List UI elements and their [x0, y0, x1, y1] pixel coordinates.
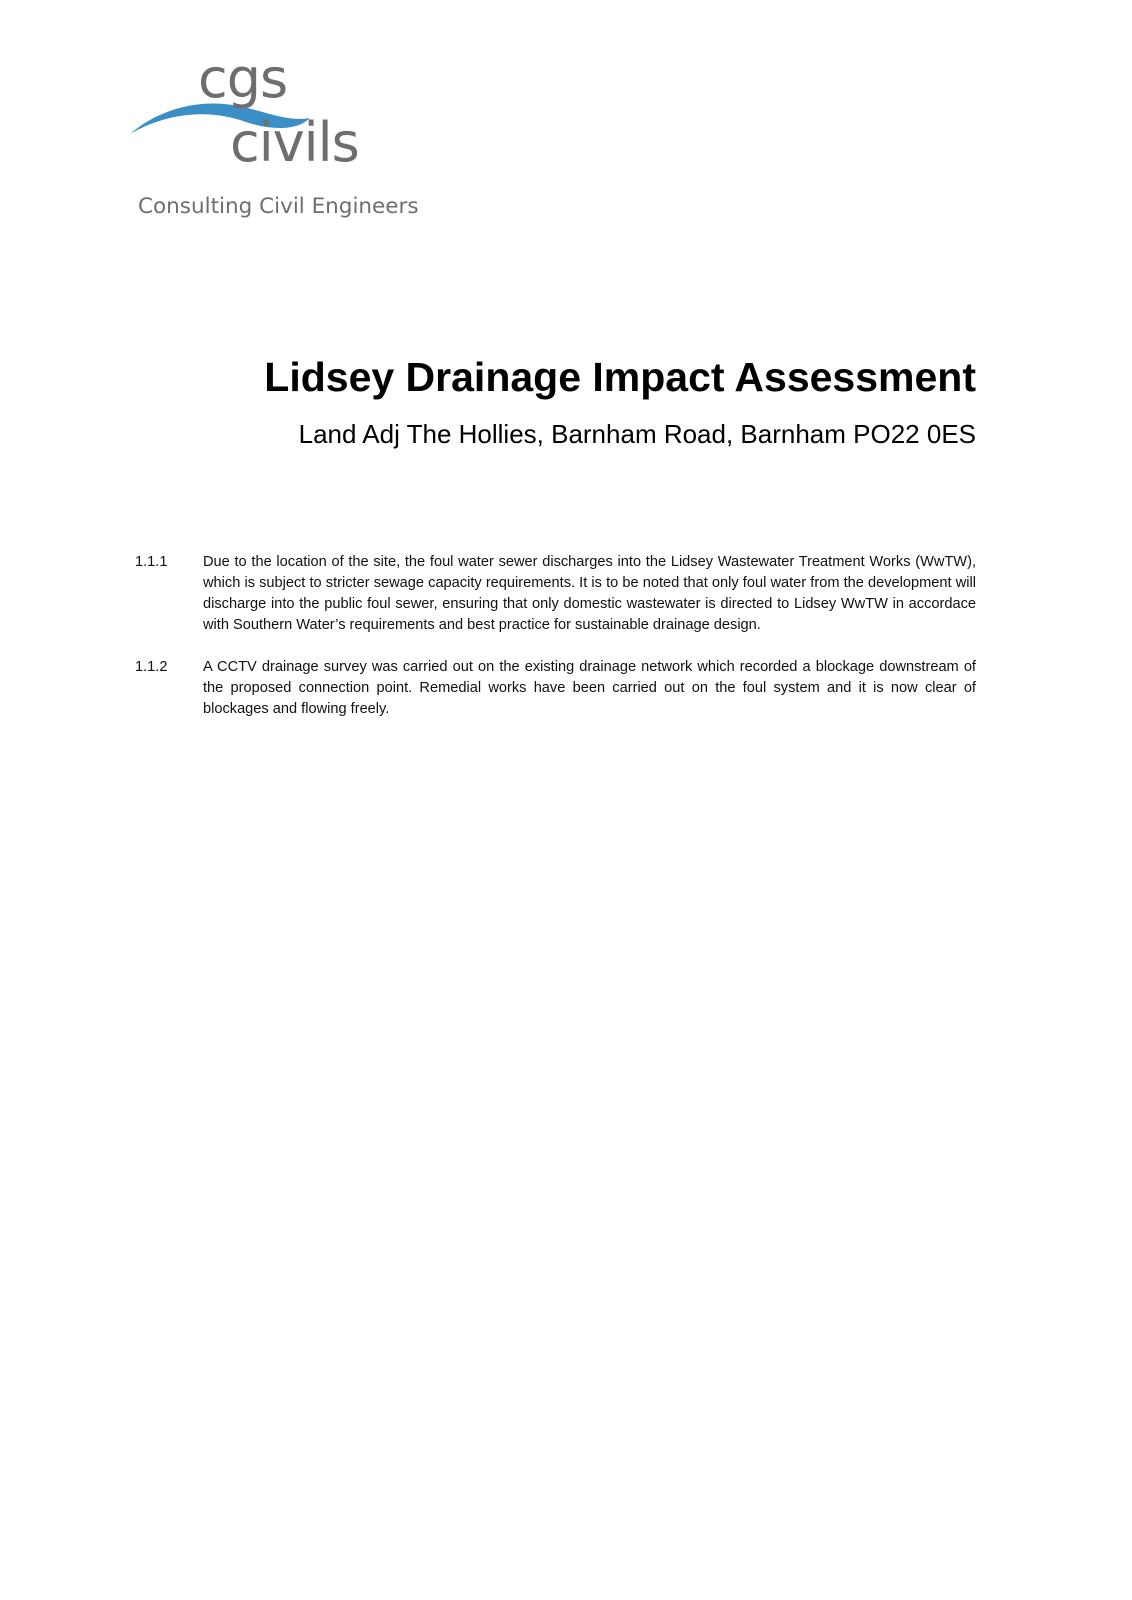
- section-paragraph: [135, 552, 976, 636]
- logo-text-cgs: cgs: [198, 47, 288, 110]
- logo-text-civils: civils: [230, 111, 359, 174]
- company-logo: [128, 47, 428, 230]
- logo-tagline: Consulting Civil Engineers: [138, 194, 419, 219]
- document-title: Lidsey Drainage Impact Assessment: [264, 354, 976, 400]
- section-number: 1.1.1: [135, 554, 168, 570]
- section-text: Due to the location of the site, the foul water sewer discharges into the Lidsey Wastewater Treatment Works (WwTW), which is subject to stricter sewage capacity requirements. It is to be noted that only foul water from the development will discharge into the public foul sewer, ensuring that only domestic wastewater is directed to Lidsey WwTW in accordace with Southern Water’s requirements and best practice for sustainable drainage design.: [203, 554, 976, 633]
- document-subtitle: Land Adj The Hollies, Barnham Road, Barnham PO22 0ES: [298, 419, 976, 449]
- section-number: 1.1.2: [135, 659, 168, 675]
- section-text: A CCTV drainage survey was carried out on the existing drainage network which recorded a blockage downstream of the proposed connection point. Remedial works have been carried out on the foul system and it is now clear of blockages and flowing freely.: [203, 659, 976, 717]
- section-paragraph: [135, 657, 976, 720]
